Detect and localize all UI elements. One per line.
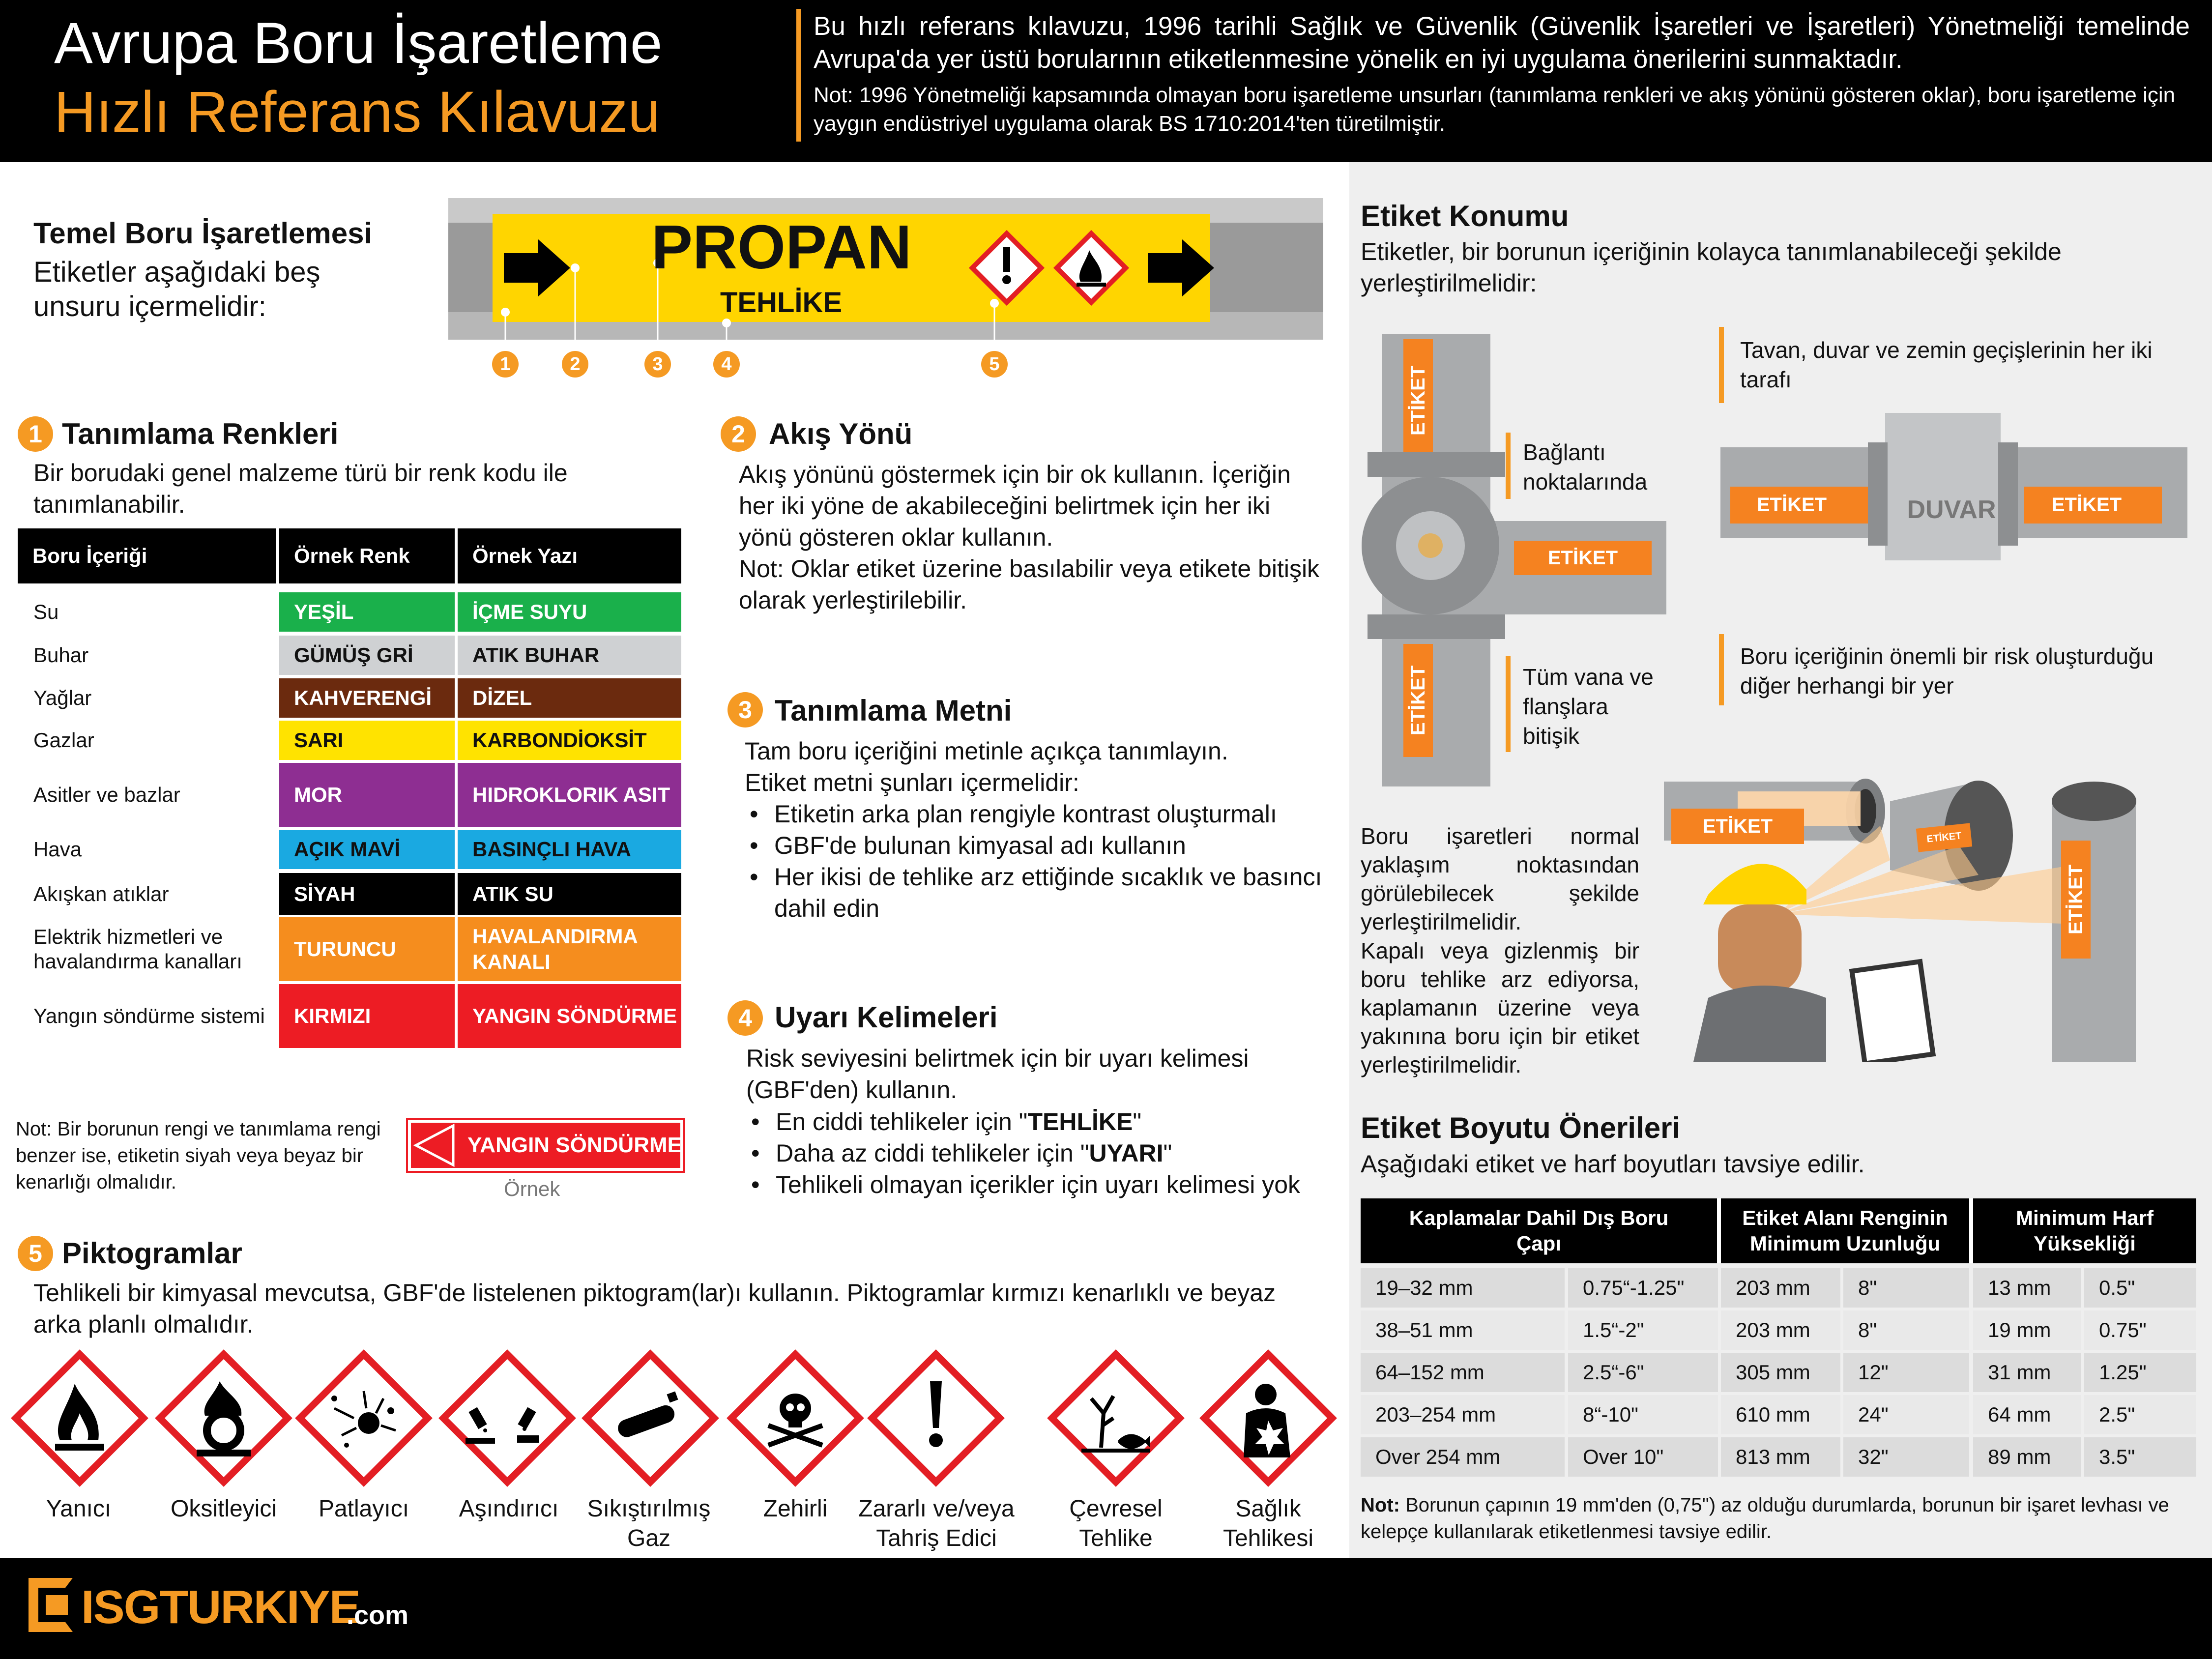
table-cell: 0.75“-1.25": [1568, 1268, 1718, 1308]
table-cell: Hava: [33, 838, 82, 861]
gas-cylinder-icon: [582, 1349, 719, 1487]
tag-label: ETİKET: [1756, 494, 1827, 516]
basic-text: Etiketler aşağıdaki beş unsuru içermelidir:: [33, 256, 320, 322]
section-number: 4: [728, 1000, 763, 1036]
logo-icon: [19, 1573, 78, 1637]
callout-risk: Boru içeriğinin önemli bir risk oluşturduğu diğer herhangi bir yer: [1740, 643, 2154, 699]
table-cell: 1.5“-2": [1568, 1310, 1718, 1350]
table-cell: 813 mm: [1721, 1437, 1840, 1477]
sample-text-swatch: DİZEL: [458, 678, 681, 718]
list-item: • Daha az ciddi tehlikeler için "UYARI": [746, 1137, 1326, 1169]
list-item: • Etiketin arka plan rengiyle kontrast oluşturmalı: [745, 798, 1335, 830]
colour-swatch: MOR: [279, 763, 455, 827]
colour-note: Not: Bir borunun rengi ve tanımlama rengi benzer ise, etiketin siyah veya beyaz bir kenarlığı olmalıdır.: [16, 1118, 381, 1193]
sample-text-swatch: ATIK BUHAR: [458, 636, 681, 675]
intro-note: Not: 1996 Yönetmeliği kapsamında olmayan boru işaretleme unsurları (tanımlama renkleri ve akış yönünü gösteren oklar), boru işaretleme için yaygın endüstriyel uygulama olarak BS 1710:2014'ten türetilmiştir.: [814, 83, 2176, 136]
table-cell: 64 mm: [1973, 1395, 2081, 1434]
table-cell: Over 254 mm: [1361, 1437, 1565, 1477]
marker-4: 4: [713, 351, 740, 378]
table-cell: 38–51 mm: [1361, 1310, 1565, 1350]
page-title: Avrupa Boru İşaretleme: [54, 11, 663, 76]
table-header-cell: Boru İçeriği: [18, 528, 273, 583]
table-cell: Yangın söndürme sistemi: [33, 1004, 265, 1027]
table-cell: Elektrik hizmetleri ve havalandırma kanalları: [33, 925, 242, 973]
section-text: Tam boru içeriğini metinle açıkça tanımlayın.: [745, 737, 1228, 765]
table-cell: Over 10": [1568, 1437, 1718, 1477]
section-text: Risk seviyesini belirtmek için bir uyarı kelimesi (GBF'den) kullanın.: [746, 1045, 1249, 1104]
table-header-cell: Örnek Yazı: [458, 528, 681, 583]
pictogram-label: Patlayıcı: [318, 1496, 409, 1522]
example-fire-label: [408, 1120, 683, 1171]
wall-label: DUVAR: [1907, 495, 1996, 524]
size-title: Etiket Boyutu Önerileri: [1361, 1111, 1681, 1144]
table-header-cell: Örnek Renk: [279, 528, 456, 583]
list-item: • Her ikisi de tehlike arz ettiğinde sıcaklık ve basıncı dahil edin: [745, 861, 1335, 924]
table-cell: Gazlar: [33, 728, 94, 752]
marker-3: 3: [644, 351, 671, 378]
table-cell: 64–152 mm: [1361, 1353, 1565, 1392]
table-cell: 0.75": [2084, 1310, 2196, 1350]
table-cell: Su: [33, 600, 59, 623]
table-cell: 32": [1843, 1437, 1969, 1477]
size-text: Aşağıdaki etiket ve harf boyutları tavsiye edilir.: [1361, 1150, 1865, 1178]
logo-suffix: .com: [347, 1601, 409, 1630]
colour-swatch: SİYAH: [279, 873, 455, 915]
location-title: Etiket Konumu: [1361, 200, 1569, 233]
pictogram-label: Aşındırıcı: [459, 1496, 559, 1522]
table-header-cell: Etiket Alanı Renginin Minimum Uzunluğu: [1721, 1198, 1969, 1263]
colour-swatch: SARI: [279, 721, 455, 760]
table-cell: 203–254 mm: [1361, 1395, 1565, 1434]
section-text: Etiket metni şunları içermelidir:: [745, 769, 1079, 796]
basic-section: [33, 216, 407, 324]
tag-label: ETİKET: [1407, 365, 1429, 436]
table-cell: 203 mm: [1721, 1268, 1840, 1308]
table-cell: 1.25": [2084, 1353, 2196, 1392]
table-cell: 24": [1843, 1395, 1969, 1434]
table-cell: Yağlar: [33, 686, 92, 709]
health-hazard-icon: [1199, 1349, 1337, 1487]
table-header-cell: Minimum Harf Yüksekliği: [1973, 1198, 2196, 1263]
bullet-list: [746, 1106, 1326, 1200]
colour-swatch: YEŞİL: [279, 592, 455, 632]
table-cell: 8“-10": [1568, 1395, 1718, 1434]
pictogram-label: Sağlık Tehlikesi: [1222, 1496, 1314, 1551]
table-cell: 610 mm: [1721, 1395, 1840, 1434]
section-number: 2: [721, 416, 756, 452]
sample-text-swatch: HIDROKLORIK ASIT: [458, 763, 681, 827]
tag-label: ETİKET: [1547, 547, 1618, 569]
skull-crossbones-icon: [727, 1349, 864, 1487]
size-note: Not: Borunun çapının 19 mm'den (0,75") az olduğu durumlarda, borunun bir işaret levhası ve kelepçe kullanılarak etiketlenmesi tavsiye edilir.: [1361, 1494, 2169, 1543]
sample-text-swatch: YANGIN SÖNDÜRME: [458, 984, 681, 1048]
location-text: Etiketler, bir borunun içeriğinin kolayca tanımlanabileceği şekilde yerleştirilmelidir:: [1361, 238, 2062, 297]
arrow-left-icon: [411, 1123, 456, 1168]
colour-swatch: KAHVERENGİ: [279, 678, 455, 718]
table-cell: Akışkan atıklar: [33, 882, 169, 905]
marker-5: 5: [981, 351, 1008, 378]
logo-text: ISGTURKIYE: [81, 1581, 360, 1633]
header-divider: [796, 9, 801, 142]
flame-icon: [11, 1349, 148, 1487]
section-text: Tehlikeli bir kimyasal mevcutsa, GBF'de listelenen piktogram(lar)ı kullanın. Piktogramlar kırmızı kenarlıklı ve beyaz arka planlı olmalıdır.: [33, 1279, 1276, 1338]
pictogram-label: Yanıcı: [46, 1496, 112, 1522]
pictogram-label: Sıkıştırılmış Gaz: [587, 1496, 711, 1551]
list-item: • En ciddi tehlikeler için "TEHLİKE": [746, 1106, 1326, 1137]
table-cell: 8": [1843, 1310, 1969, 1350]
table-cell: Asitler ve bazlar: [33, 783, 180, 806]
table-cell: Buhar: [33, 643, 89, 667]
section-title: Tanımlama Metni: [775, 694, 1012, 727]
corrosion-icon: [438, 1349, 576, 1487]
sample-text-swatch: KARBONDİOKSİT: [458, 721, 681, 760]
example-label-text: YANGIN SÖNDÜRME: [467, 1133, 682, 1157]
basic-title: Temel Boru İşaretlemesi: [33, 217, 373, 250]
list-item: • GBF'de bulunan kimyasal adı kullanın: [745, 830, 1335, 861]
pictogram-label: Zehirli: [763, 1496, 828, 1522]
sample-text-swatch: ATIK SU: [458, 873, 681, 915]
table-cell: 305 mm: [1721, 1353, 1840, 1392]
pictogram-row: [0, 1349, 1337, 1556]
pictogram-label: Çevresel Tehlike: [1069, 1496, 1163, 1551]
page-subtitle: Hızlı Referans Kılavuzu: [54, 80, 660, 145]
tag-label: ETİKET: [2051, 494, 2122, 516]
section-number: 5: [18, 1236, 53, 1271]
tag-label: ETİKET: [1702, 815, 1773, 837]
section-title: Tanımlama Renkleri: [62, 417, 339, 450]
approach-text: Boru işaretleri normal yaklaşım noktasından görülebilecek şekilde yerleştirilmelidir.: [1361, 823, 1639, 934]
section-title: Uyarı Kelimeleri: [775, 1001, 998, 1034]
table-cell: 3.5": [2084, 1437, 2196, 1477]
table-cell: 2.5“-6": [1568, 1353, 1718, 1392]
environment-icon: [1047, 1349, 1185, 1487]
tag-label: ETİKET: [1926, 830, 1962, 845]
callout-connection: Bağlantı noktalarında: [1523, 439, 1648, 495]
exclamation-icon: [867, 1349, 1005, 1487]
section-text: Bir borudaki genel malzeme türü bir renk kodu ile tanımlanabilir.: [33, 459, 568, 518]
bullet-list: [745, 798, 1335, 924]
table-cell: 19 mm: [1973, 1310, 2081, 1350]
table-cell: 13 mm: [1973, 1268, 2081, 1308]
table-cell: 203 mm: [1721, 1310, 1840, 1350]
table-cell: 12": [1843, 1353, 1969, 1392]
table-cell: 19–32 mm: [1361, 1268, 1565, 1308]
basic-label-signal: TEHLİKE: [720, 287, 843, 319]
sample-text-swatch: HAVALANDIRMA KANALI: [458, 917, 681, 981]
colour-swatch: TURUNCU: [279, 917, 455, 981]
section-title: Piktogramlar: [62, 1237, 242, 1270]
colour-swatch: GÜMÜŞ GRİ: [279, 636, 455, 675]
flame-over-circle-icon: [155, 1349, 292, 1487]
exploding-bomb-icon: [295, 1349, 433, 1487]
list-item: • Tehlikeli olmayan içerikler için uyarı kelimesi yok: [746, 1169, 1326, 1200]
marker-1: 1: [492, 351, 519, 378]
pictogram-label: Zararlı ve/veya Tahriş Edici: [858, 1496, 1015, 1551]
table-cell: 8": [1843, 1268, 1969, 1308]
example-caption: Örnek: [504, 1177, 560, 1200]
table-cell: 0.5": [2084, 1268, 2196, 1308]
table-cell: 31 mm: [1973, 1353, 2081, 1392]
section-title: Akış Yönü: [769, 417, 913, 450]
basic-label-text: PROPAN: [651, 212, 912, 282]
callout-valves: Tüm vana ve flanşlara bitişik: [1523, 664, 1654, 749]
colour-swatch: AÇIK MAVİ: [279, 830, 455, 869]
marker-2: 2: [562, 351, 588, 378]
table-cell: 2.5": [2084, 1395, 2196, 1434]
section-text: Akış yönünü göstermek için bir ok kullanın. İçeriğin her iki yöne de akabileceğini belirtmek için her iki yönü gösteren oklar kullanın.: [739, 461, 1291, 551]
sample-text-swatch: İÇME SUYU: [458, 592, 681, 632]
section-number: 1: [18, 416, 53, 452]
section-number: 3: [728, 692, 763, 728]
hidden-pipe-text: Kapalı veya gizlenmiş bir boru tehlike arz ediyorsa, kaplamanın üzerine veya yakınına boru için bir etiket yerleştirilmelidir.: [1361, 938, 1639, 1077]
sample-text-swatch: BASINÇLI HAVA: [458, 830, 681, 869]
tag-label: ETİKET: [1407, 665, 1429, 736]
section-note: Not: Oklar etiket üzerine basılabilir veya etikete bitişik olarak yerleştirilebilir.: [739, 555, 1320, 614]
tag-label: ETİKET: [2065, 864, 2087, 935]
table-header-cell: Kaplamalar Dahil Dış Boru Çapı: [1361, 1198, 1717, 1263]
callout-walls: Tavan, duvar ve zemin geçişlerinin her iki tarafı: [1740, 337, 2153, 392]
pictogram-label: Oksitleyici: [170, 1496, 277, 1522]
colour-swatch: KIRMIZI: [279, 984, 455, 1048]
intro-text: Bu hızlı referans kılavuzu, 1996 tarihli Sağlık ve Güvenlik (Güvenlik İşaretleri ve İşaretleri) Yönetmeliği temelinde Avrupa'da yer üstü borularının etiketlenmesine yönelik en iyi uygulama önerilerini sunmaktadır.: [814, 12, 2190, 74]
table-cell: 89 mm: [1973, 1437, 2081, 1477]
